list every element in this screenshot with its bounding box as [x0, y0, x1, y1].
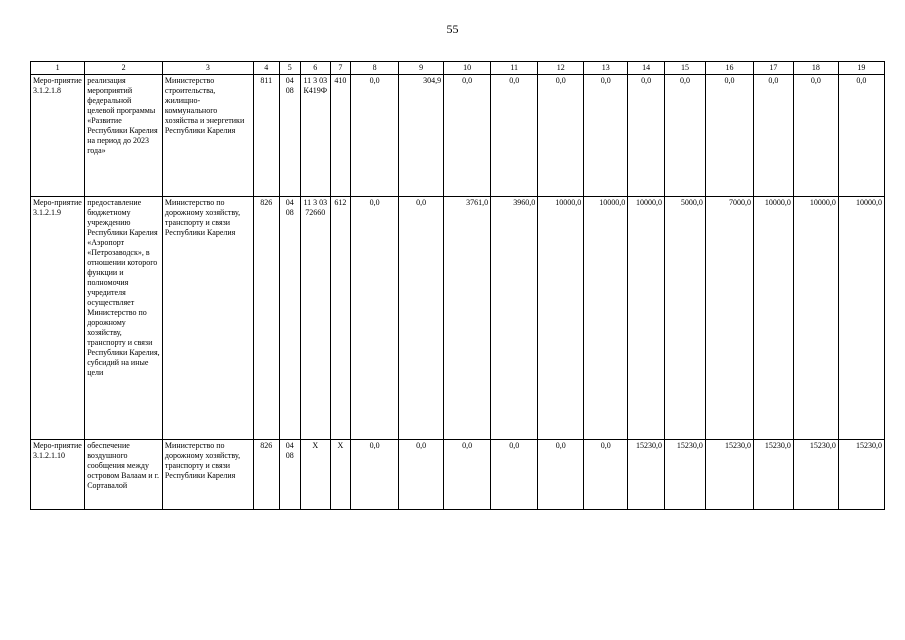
value-cell: 0,0: [399, 197, 444, 440]
column-header: 14: [628, 62, 665, 75]
value-cell: 0,0: [753, 75, 793, 197]
value-cell: 0,0: [444, 75, 491, 197]
description-cell: реализация мероприятий федеральной целевой программы «Развитие Республики Карелия на период до 2023 года»: [85, 75, 163, 197]
description-cell: предоставление бюджетному учреждению Республики Карелия «Аэропорт «Петрозаводск», в отношении которого функции и полномочия учредителя осуществляет Министерство по дорожному хозяйству, транспорту и связи Республики Карелия, субсидий на иные цели: [85, 197, 163, 440]
value-cell: 0,0: [491, 440, 538, 510]
code-cell: 04 08: [279, 197, 300, 440]
value-cell: 0,0: [793, 75, 838, 197]
code-cell: 811: [253, 75, 279, 197]
code-cell: 11 3 03 К419Ф: [300, 75, 330, 197]
value-cell: 0,0: [838, 75, 884, 197]
budget-table: [30, 61, 885, 510]
header-row: [31, 62, 885, 75]
code-cell: 826: [253, 440, 279, 510]
column-header: 15: [665, 62, 706, 75]
column-header: 5: [279, 62, 300, 75]
value-cell: 10000,0: [538, 197, 584, 440]
code-cell: 410: [330, 75, 350, 197]
table-row: [31, 440, 885, 510]
value-cell: 10000,0: [753, 197, 793, 440]
value-cell: 10000,0: [793, 197, 838, 440]
value-cell: 15230,0: [838, 440, 884, 510]
column-header: 2: [85, 62, 163, 75]
code-cell: Х: [330, 440, 350, 510]
value-cell: 10000,0: [838, 197, 884, 440]
value-cell: 10000,0: [628, 197, 665, 440]
column-header: 10: [444, 62, 491, 75]
value-cell: 0,0: [399, 440, 444, 510]
value-cell: 10000,0: [584, 197, 628, 440]
column-header: 12: [538, 62, 584, 75]
value-cell: 0,0: [351, 440, 399, 510]
column-header: 16: [705, 62, 753, 75]
column-header: 19: [838, 62, 884, 75]
column-header: 4: [253, 62, 279, 75]
column-header: 11: [491, 62, 538, 75]
value-cell: 15230,0: [753, 440, 793, 510]
code-cell: 612: [330, 197, 350, 440]
value-cell: 0,0: [351, 75, 399, 197]
event-id-cell: Меро-приятие 3.1.2.1.9: [31, 197, 85, 440]
code-cell: 826: [253, 197, 279, 440]
column-header: 1: [31, 62, 85, 75]
column-header: 7: [330, 62, 350, 75]
executor-cell: Министерство по дорожному хозяйству, транспорту и связи Республики Карелия: [162, 197, 253, 440]
event-id-cell: Меро-приятие 3.1.2.1.10: [31, 440, 85, 510]
code-cell: Х: [300, 440, 330, 510]
value-cell: 304,9: [399, 75, 444, 197]
value-cell: 7000,0: [705, 197, 753, 440]
column-header: 6: [300, 62, 330, 75]
code-cell: 11 3 03 72660: [300, 197, 330, 440]
value-cell: 0,0: [665, 75, 706, 197]
value-cell: 3960,0: [491, 197, 538, 440]
description-cell: обеспечение воздушного сообщения между островом Валаам и г. Сортавалой: [85, 440, 163, 510]
executor-cell: Министерство строительства, жилищно-коммунального хозяйства и энергетики Республики Карелия: [162, 75, 253, 197]
value-cell: 0,0: [538, 440, 584, 510]
table-row: [31, 197, 885, 440]
value-cell: 0,0: [491, 75, 538, 197]
column-header: 13: [584, 62, 628, 75]
value-cell: 0,0: [584, 440, 628, 510]
value-cell: 15230,0: [665, 440, 706, 510]
code-cell: 04 08: [279, 75, 300, 197]
executor-cell: Министерство по дорожному хозяйству, транспорту и связи Республики Карелия: [162, 440, 253, 510]
code-cell: 04 08: [279, 440, 300, 510]
value-cell: 0,0: [705, 75, 753, 197]
page-number: 55: [446, 22, 459, 36]
value-cell: 15230,0: [705, 440, 753, 510]
value-cell: 0,0: [351, 197, 399, 440]
value-cell: 0,0: [584, 75, 628, 197]
value-cell: 0,0: [628, 75, 665, 197]
column-header: 9: [399, 62, 444, 75]
value-cell: 5000,0: [665, 197, 706, 440]
column-header: 18: [793, 62, 838, 75]
value-cell: 0,0: [444, 440, 491, 510]
event-id-cell: Меро-приятие 3.1.2.1.8: [31, 75, 85, 197]
value-cell: 15230,0: [793, 440, 838, 510]
table-row: [31, 75, 885, 197]
value-cell: 3761,0: [444, 197, 491, 440]
column-header: 8: [351, 62, 399, 75]
value-cell: 15230,0: [628, 440, 665, 510]
column-header: 17: [753, 62, 793, 75]
column-header: 3: [162, 62, 253, 75]
value-cell: 0,0: [538, 75, 584, 197]
